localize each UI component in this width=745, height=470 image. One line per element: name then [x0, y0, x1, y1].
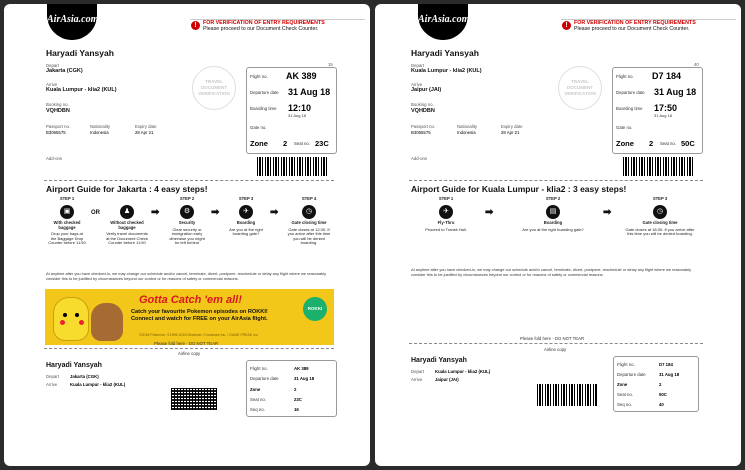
- date-value: 31 Aug 18: [288, 87, 331, 97]
- fly-thru-icon: ✈: [439, 205, 453, 219]
- step-label: STEP 4: [301, 196, 317, 201]
- booking-value: VQHDBN: [46, 108, 70, 114]
- baggage-icon: ▣: [60, 205, 74, 219]
- passport-label: Passport no.: [411, 124, 436, 129]
- passport-value: B3065575: [411, 130, 431, 135]
- stub-flight-box: [246, 360, 337, 417]
- step-name: Boarding: [543, 220, 563, 225]
- arrow-right-icon: ➡: [603, 207, 612, 218]
- stub-seat-label: Seat no.: [250, 397, 267, 402]
- gate-label: Gate no.: [616, 125, 633, 130]
- stub-depart-value: Jakarta (CGK): [70, 374, 99, 379]
- arrow-right-icon: ➡: [485, 207, 494, 218]
- stub-depart-value: Kuala Lumpur - klia2 (KUL): [435, 369, 491, 374]
- barcode: [623, 157, 693, 176]
- barcode: [257, 157, 327, 176]
- fold-line: [409, 343, 703, 344]
- boarding-time-value: 17:50: [654, 103, 678, 113]
- stub-seq-label: Seq no.: [250, 407, 265, 412]
- verification-title: FOR VERIFICATION OF ENTRY REQUIREMENTS: [203, 20, 325, 26]
- addons-label: Add-ons: [46, 156, 63, 161]
- stub-seq-label: Seq no.: [617, 402, 632, 407]
- guide-title: Airport Guide for Jakarta : 4 easy steps!: [46, 184, 208, 194]
- date-value: 31 Aug 18: [654, 87, 697, 97]
- stub-arrive-label: Arrive: [46, 382, 58, 387]
- airasia-logo: AirAsia.com: [418, 4, 468, 40]
- fold-line: [44, 348, 334, 349]
- step-name: Gate closing time: [642, 220, 678, 225]
- stub-arrive-value: Kuala Lumpur - klia2 (KUL): [70, 382, 126, 387]
- page-number: 40: [694, 62, 699, 67]
- step-label: STEP 2: [179, 196, 195, 201]
- boarding-time-value: 12:10: [288, 103, 312, 113]
- boarding-date-sub: 31 Aug 18: [654, 113, 673, 118]
- stub-depart-label: Depart: [411, 369, 424, 374]
- step-desc: Proceed to Transit Hall.: [425, 226, 467, 232]
- disclaimer: At anytime after you have checked-in, we may change our schedule and/or cancel, terminate, divert, postpone, reschedule or delay any flight where we reasonably consider this to be justified by circumstances beyond our control or for reasons of safety or commercial reasons.: [46, 271, 327, 281]
- stub-zone-value: 2: [294, 387, 297, 392]
- boarding-time-label: Boarding time: [616, 106, 643, 111]
- flight-label: Flight no.: [616, 74, 634, 79]
- step-boarding: [513, 197, 593, 232]
- step-desc: Gate closes at 18:30. If you arrive after this time you will be denied boarding.: [625, 226, 695, 237]
- stub-seq-value: 40: [659, 402, 664, 407]
- arrow-right-icon: ➡: [151, 207, 160, 218]
- travel-document-stamp: TRAVEL DOCUMENT VERIFICATION: [192, 66, 236, 110]
- stub-zone-label: Zone: [250, 387, 261, 392]
- zone-label: Zone: [616, 139, 634, 148]
- seat-value: 23C: [315, 139, 329, 148]
- clock-icon: ◷: [302, 205, 316, 219]
- step-label: STEP 1: [438, 196, 454, 201]
- seat-value: 50C: [681, 139, 695, 148]
- airasia-logo: AirAsia.com: [47, 4, 97, 40]
- date-label: Departure date: [250, 90, 279, 95]
- security-icon: ⚙: [180, 205, 194, 219]
- expiry-label: Expiry date: [501, 124, 523, 129]
- pikachu-image: [53, 297, 89, 341]
- stub-date-value: 31 Aug 18: [294, 376, 315, 381]
- nationality-label: Nationality: [90, 124, 111, 129]
- zone-label: Zone: [250, 139, 268, 148]
- expiry-value: 28 Apr 21: [501, 130, 520, 135]
- step-label: STEP 3: [238, 196, 254, 201]
- depart-label: Depart: [46, 63, 59, 68]
- step-gate-closing: [286, 197, 332, 246]
- step-desc: Verify travel documents at the Document Check Counter before 11:50: [106, 231, 148, 246]
- step-desc: Gate closes at 12:30. If you arrive after this time you will be denied boarding.: [287, 226, 331, 246]
- flight-label: Flight no.: [250, 74, 268, 79]
- step-desc: Drop your bags at the Baggage Drop Counter before 11:50: [48, 231, 86, 246]
- step-no-baggage: [105, 197, 149, 246]
- verification-text: Please proceed to our Document Check Counter.: [203, 26, 319, 32]
- date-label: Departure date: [616, 90, 645, 95]
- arrow-right-icon: ➡: [270, 207, 279, 218]
- passenger-name: Haryadi Yansyah: [46, 48, 114, 58]
- stub-seat-value: 50C: [659, 392, 667, 397]
- stub-arrive-label: Arrive: [411, 377, 423, 382]
- guide-title: Airport Guide for Kuala Lumpur - klia2 : 3 easy steps!: [411, 184, 627, 194]
- divider: [409, 180, 703, 181]
- eevee-image: [91, 303, 123, 341]
- booking-label: Booking no.: [411, 102, 434, 107]
- step-name: Gate closing time: [291, 220, 327, 225]
- flight-info-box: [246, 67, 337, 154]
- rokki-logo: ROKKI: [303, 297, 327, 321]
- step-label: STEP 3: [652, 196, 668, 201]
- expiry-label: Expiry date: [135, 124, 157, 129]
- stub-passenger-name: Haryadi Yansyah: [411, 357, 467, 364]
- arrow-right-icon: ➡: [211, 207, 220, 218]
- step-checked-baggage: [48, 197, 86, 246]
- banner-body: Catch your favourite Pokemon episodes on ROKKI! Connect and watch for FREE on your AirAsia flight.: [131, 309, 268, 322]
- step-name: With checked baggage: [53, 220, 81, 230]
- booking-value: VQHDBN: [411, 108, 435, 114]
- nationality-value: Indonesia: [457, 130, 476, 135]
- banner-fineprint: ©2018 Pokemon. ©1995-2018 Nintendo / Creatures Inc. / GAME FREAK inc.: [139, 333, 259, 337]
- verification-text: Please proceed to our Document Check Counter.: [574, 26, 690, 32]
- pokemon-banner[interactable]: [45, 289, 334, 345]
- seat-label: Seat no.: [294, 141, 311, 146]
- step-label: STEP 2: [545, 196, 561, 201]
- stub-zone-value: 2: [659, 382, 662, 387]
- step-name: Without checked baggage: [110, 220, 144, 230]
- stub-date-label: Departure date: [617, 372, 646, 377]
- fold-notice: Please fold here - DO NOT TEAR: [154, 341, 219, 346]
- boarding-date-sub: 31 Aug 18: [288, 113, 307, 118]
- travel-document-stamp: TRAVEL DOCUMENT VERIFICATION: [558, 66, 602, 110]
- verification-notice: [561, 19, 736, 32]
- expiry-value: 28 Apr 21: [135, 130, 154, 135]
- boarding-time-label: Boarding time: [250, 106, 277, 111]
- step-boarding: [226, 197, 266, 237]
- step-name: Boarding: [236, 220, 256, 225]
- plane-icon: ✈: [239, 205, 253, 219]
- flight-info-box: [612, 67, 703, 154]
- step-desc: Are you at the right boarding gate?: [522, 226, 584, 232]
- verification-title: FOR VERIFICATION OF ENTRY REQUIREMENTS: [574, 20, 696, 26]
- zone-value: 2: [283, 139, 288, 148]
- passenger-name: Haryadi Yansyah: [411, 48, 479, 58]
- booking-label: Booking no.: [46, 102, 69, 107]
- boarding-pass-kuala-lumpur: [375, 4, 741, 466]
- stub-flight-label: Flight no.: [250, 366, 268, 371]
- airline-copy-label: Airline copy: [544, 347, 567, 352]
- stub-seat-value: 23C: [294, 397, 302, 402]
- addons-label: Add-ons: [411, 156, 428, 161]
- nationality-value: Indonesia: [90, 130, 109, 135]
- banner-title: Gotta Catch 'em all!: [139, 294, 242, 306]
- stub-flight-value: AK 389: [294, 366, 309, 371]
- arrive-label: Arrive: [411, 82, 423, 87]
- step-label: STEP 1: [59, 196, 75, 201]
- alert-icon: !: [191, 21, 200, 30]
- stub-flight-label: Flight no.: [617, 362, 635, 367]
- stub-flight-value: D7 184: [659, 362, 673, 367]
- fold-notice: Please fold here - DO NOT TEAR: [520, 336, 585, 341]
- stub-seq-value: 16: [294, 407, 299, 412]
- depart-value: Jakarta (CGK): [46, 68, 83, 74]
- stub-barcode: [537, 384, 597, 406]
- gate-label: Gate no.: [250, 125, 267, 130]
- stub-zone-label: Zone: [617, 382, 628, 387]
- zone-value: 2: [649, 139, 654, 148]
- page-number: 15: [328, 62, 333, 67]
- stub-date-label: Departure date: [250, 376, 279, 381]
- verification-notice: [190, 19, 365, 32]
- stub-depart-label: Depart: [46, 374, 59, 379]
- stub-date-value: 31 Aug 18: [659, 372, 680, 377]
- step-gate-closing: [625, 197, 695, 237]
- step-security: [167, 197, 207, 246]
- arrive-value: Jaipur (JAI): [411, 87, 442, 93]
- divider: [44, 180, 334, 181]
- step-name: Security: [178, 220, 196, 225]
- passport-label: Passport no.: [46, 124, 71, 129]
- depart-label: Depart: [411, 63, 424, 68]
- step-desc: Clear security or immigration early otherwise you might be left behind: [169, 226, 205, 246]
- stub-flight-box: [613, 356, 699, 412]
- person-icon: ♟: [120, 205, 134, 219]
- flight-value: AK 389: [286, 71, 317, 81]
- stub-passenger-name: Haryadi Yansyah: [46, 362, 102, 369]
- stub-seat-label: Seat no.: [617, 392, 634, 397]
- gate-icon: ▤: [546, 205, 560, 219]
- arrive-label: Arrive: [46, 82, 58, 87]
- stub-barcode: [171, 388, 217, 410]
- clock-icon: ◷: [653, 205, 667, 219]
- disclaimer: At anytime after you have checked-in, we may change our schedule and/or cancel, terminate, divert, postpone, reschedule or delay any flight where we reasonably consider this to be justified by circumstances beyond our control or for reasons of safety or commercial reasons.: [411, 267, 692, 277]
- step-desc: Are you at the right boarding gate?: [229, 226, 263, 237]
- boarding-pass-jakarta: [4, 4, 370, 466]
- passport-value: B3065575: [46, 130, 66, 135]
- airline-copy-label: Airline copy: [178, 351, 201, 356]
- flight-value: D7 184: [652, 71, 682, 81]
- alert-icon: !: [562, 21, 571, 30]
- seat-label: Seat no.: [660, 141, 677, 146]
- step-fly-thru: [421, 197, 471, 232]
- or-label: OR: [91, 210, 100, 216]
- nationality-label: Nationality: [457, 124, 478, 129]
- arrive-value: Kuala Lumpur - klia2 (KUL): [46, 87, 117, 93]
- stub-arrive-value: Jaipur (JAI): [435, 377, 459, 382]
- depart-value: Kuala Lumpur - klia2 (KUL): [411, 68, 482, 74]
- step-name: Fly-Thru: [437, 220, 455, 225]
